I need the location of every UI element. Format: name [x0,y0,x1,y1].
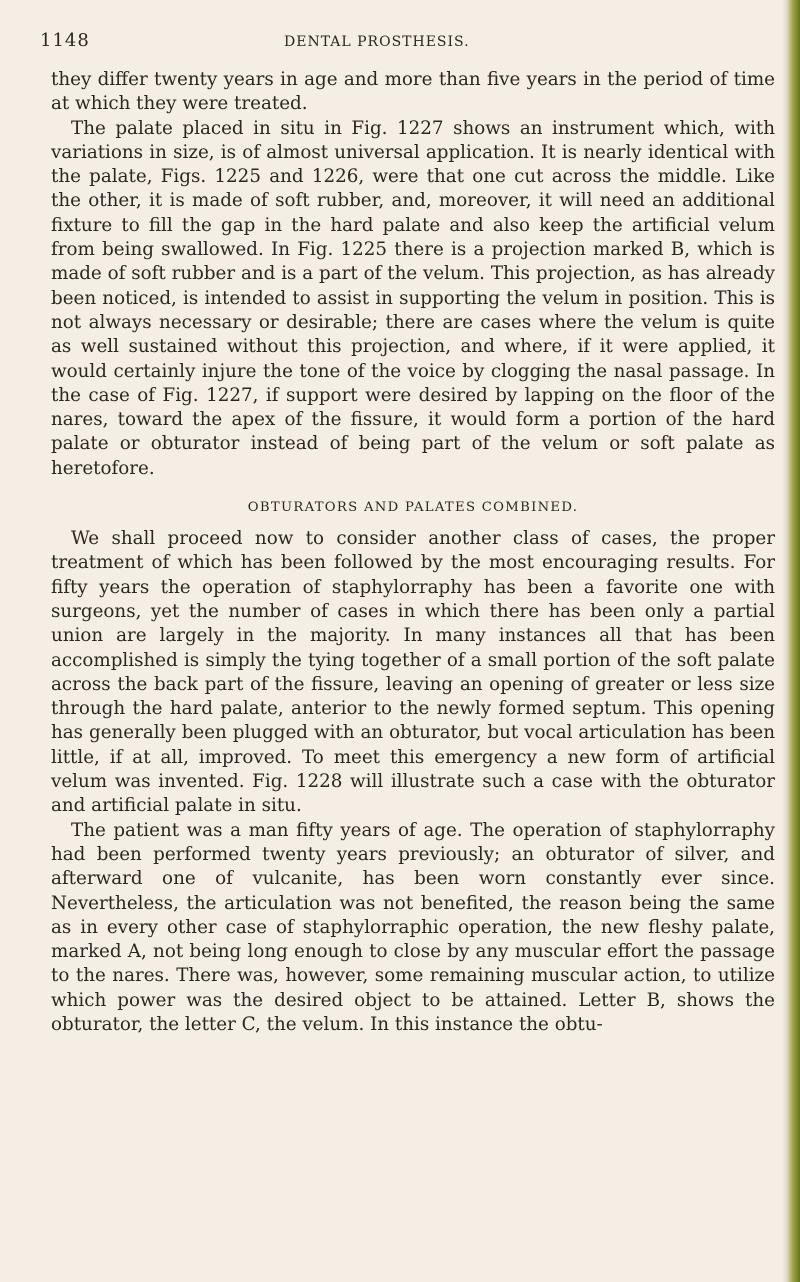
paragraph-4: The patient was a man fifty years of age. The operation of staphylorraphy had been performed twenty years previously; an obturator of silver, and afterward one of vulcanite, has been worn constantly ever since. Nevertheless, the articulation was not benefited, the reason being the same as in every other case of staphylorraphic operation, the new fleshy palate, marked A, not being long enough to close by any muscular effort the passage to the nares. There was, however, some remaining muscular action, to utilize which power was the desired object to be attained. Letter B, shows the obturator, the letter C, the velum. In this instance the obtu- [51,819,775,1035]
page-header [0,30,800,54]
paragraph-3: We shall proceed now to consider another class of cases, the proper treatment of which has been followed by the most encouraging results. For fifty years the operation of staphylorraphy has been a favorite one with surgeons, yet the number of cases in which there has been only a partial union are largely in the majority. In many instances all that has been accomplished is simply the tying together of a small portion of the soft palate across the back part of the fissure, leaving an opening of greater or less size through the hard palate, anterior to the newly formed septum. This opening has generally been plugged with an obturator, but vocal articulation has been little, if at all, improved. To meet this emergency a new form of artificial velum was invented. Fig. 1228 will illustrate such a case with the obturator and artificial palate in situ. [51,528,775,817]
body-text [51,68,775,1037]
running-head: DENTAL PROSTHESIS. [284,34,470,50]
section-heading: OBTURATORS AND PALATES COMBINED. [247,500,579,516]
paragraph-1: they differ twenty years in age and more than five years in the period of time at which they were treated. [51,69,775,115]
page-number: 1148 [40,30,90,51]
paragraph-2: The palate placed in situ in Fig. 1227 shows an instrument which, with variations in size, is of almost universal application. It is nearly identical with the palate, Figs. 1225 and 1226, were that one cut across the middle. Like the other, it is made of soft rubber, and, moreover, it will need an additional fixture to fill the gap in the hard palate and also keep the artificial velum from being swallowed. In Fig. 1225 there is a projection marked B, which is made of soft rubber and is a part of the velum. This projection, as has already been noticed, is intended to assist in supporting the velum in position. This is not always necessary or desirable; there are cases where the velum is quite as well sustained without this projection, and where, if it were applied, it would certainly injure the tone of the voice by clogging the nasal passage. In the case of Fig. 1227, if support were desired by lapping on the floor of the nares, toward the apex of the fissure, it would form a portion of the hard palate or obturator instead of being part of the velum or soft palate as heretofore. [51,117,775,479]
page-edge-strip [788,0,800,1282]
